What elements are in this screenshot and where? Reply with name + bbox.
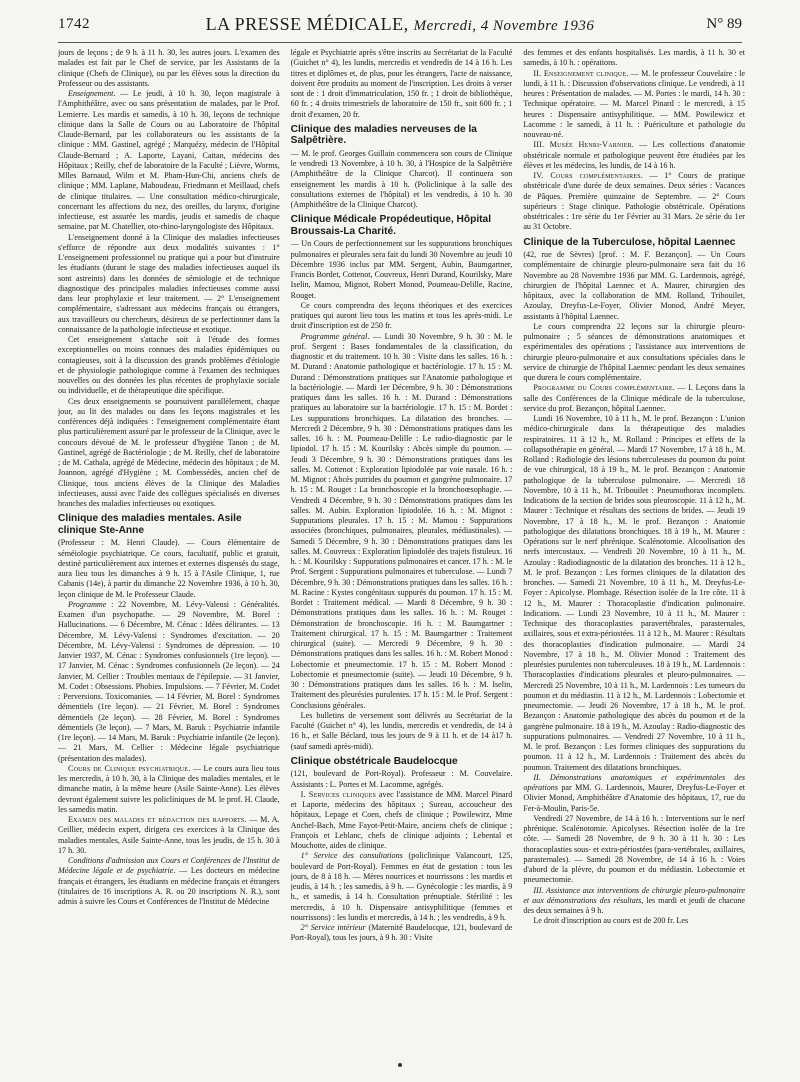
paragraph: des femmes et des enfants hospitalisés. Les mardis, à 11 h. 30 et samedis, à 10 h. : opérations.	[523, 48, 746, 68]
issue-date: Mercredi, 4 Novembre 1936	[413, 18, 595, 34]
paragraph-lead: Cours de Clinique psychiatrique	[68, 763, 189, 773]
paragraph-text: . — 1° Cours de pratique obstétricale d'une durée de deux semaines. Deux séries : Vacances de Pâques. Première quinzaine de Septembre. — 2° Cours supérieurs : Stage clinique. Pathologie obstétricale. Opérations obstétricales : 1re série du 1er Février au 31 Mars. 2e série du 1er au 31 Octobre.	[523, 171, 746, 232]
paragraph-lead: III. Assistance aux interventions de chirurgie pleuro-pulmonaire et aux démonstrations des résultats	[523, 885, 746, 905]
paragraph	[291, 923, 513, 944]
paragraph	[58, 764, 280, 815]
header-rule	[58, 42, 742, 43]
paragraph-text: . — Le cours aura lieu tous les mercredis, à 10 h. 30, à la Clinique des maladies mentales, et le dimanche matin, à la même heure (Asile Sainte-Anne). Les élèves devront également suivre les policliniques de M. le prof. H. Claude, les samedis matin.	[58, 763, 280, 814]
section-intro: (121, boulevard de Port-Royal). Professeur : M. Couvelaire. Assistants : L. Portes et M. Lacomme, agrégés.	[290, 769, 513, 789]
paragraph	[291, 851, 513, 923]
paragraph-lead: IV. Cours complémentaires	[533, 171, 641, 180]
paragraph-lead: Programme	[68, 599, 107, 609]
paragraph: Ces deux enseignements se poursuivent parallèlement, chaque jour, au lit des malades ou dans les leçons magistrales et les conférences déjà indiquées : l'enseignement complémentaire étant plus particulièrement assuré par le professeur de la Clinique, avec le concours dévoué de M. le professeur d'hygiène Tanon ; de M. Gastinel, agrégé de Bactériologie ; de M. Reilly, chef de laboratoire ; de M. Cathala, agrégé de Médecine, médecin des hôpitaux ; de M. Joannon, agrégé d'Hygiène ; M. Combessédès, ancien chef de Clinique, tous anciens élèves de la Clinique des Maladies infectieuses, aussi avec l'aide des collègues spécialisés en diverses branches des maladies infectieuses ou exotiques.	[58, 396, 280, 508]
paragraph-text: (policlinique Valancourt, 125, boulevard de Port-Royal). Femmes en état de gestation : tous les jours, de 8 à 18 h. — Mères nourrices et nourrissons : les mardis et jeudis, à 14 h. ; les samedis, à 9 h. — Gynécologie : les mardis, à 9 h., et samedis, à 14 h. Consultation prénuptiale. Stérilité : les mercredis, à 10 h. Dispensaire antisyphilitique (femmes et nourrissons) : les lundis et mercredis, à 14 h. ; les vendredis, à 9 h.	[290, 851, 513, 922]
section-heading: Clinique des maladies nerveuses de la Salpêtrière.	[290, 123, 477, 147]
paragraph-lead: Examen des malades et rédaction des rapports	[68, 815, 245, 824]
paragraph: légale et Psychiatrie après s'être inscrits au Secrétariat de la Faculté (Guichet n° 4), les lundis, mercredis et vendredis de 14 à 16 h. Les titres et diplômes et, de plus, pour les étrangers, l'acte de naissance, doivent être produits au moment de l'inscription. Les droits à verser sont de : 1 droit d'immatriculation, 150 fr. ; 1 droit de bibliothèque, 60 fr. ; 4 droits trimestriels de laboratoire de 150 fr., soit 600 fr. ; 1 droit d'examen, 20 fr.	[290, 48, 513, 119]
section-heading: Clinique des maladies mentales. Asile clinique Ste-Anne	[58, 513, 242, 536]
paragraph-text: avec l'assistance de MM. Marcel Pinard et Laporte, médecins des hôpitaux ; Sureau, accoucheur des hôpitaux, Lepage et Coen, chefs de clinique ; Powilewirz, Mme Anchel-Bach, Mme Fayot-Petit-Maire, anciens chefs de clinique ; François et Leblanc, chefs de clinique adjoints ; Lebental et Mouchotte, aides de clinique.	[290, 789, 513, 850]
section-heading: Clinique obstétricale Baudelocque	[290, 755, 458, 767]
journal-title	[58, 14, 742, 35]
paragraph-text: par MM. G. Lardennois, Maurer, Dreyfus-Le-Foyer et Olivier Monod, Amphithéâtre d'Anatomie des hôpitaux, 17, rue du Fer-à-Moulin, Paris-5e.	[523, 783, 746, 813]
paragraph-lead: 1° Service des consultations	[300, 851, 403, 861]
column-3	[523, 48, 745, 1058]
paragraph: Vendredi 27 Novembre, de 14 à 16 h. : Interventions sur le nerf phrénique. Scalénotomie. Apicolyses. Résection isolée de la 1re côte. — Samedi 28 Novembre, de 9 h. 30 à 11 h. 30 : Les thoracoplasties sous- et extra-périostées (para-vertébrales, axillaires, parasternales). — Samedi 28 Novembre, de 14 à 16 h. : Voies d'abord de la plèvre, du poumon et du médiastin. Lobectomie et pneumectomie.	[523, 813, 746, 885]
paragraph	[291, 332, 513, 711]
paragraph-text: . — M. le professeur Couvelaire : le lundi, à 11 h. : Discussion d'observations clinique. Le vendredi, à 11 heures : Présentation de malades. — M. Portes : le mardi, 14 h. 30 : Technique opératoire. — M. Marcel Pinard : le mercredi, à 15 heures : Dispensaire antisyphilitique. — MM. Powilewicz et Lacomme : le samedi, à 11 h. : Puériculture et pathologie du nouveau-né.	[523, 68, 746, 139]
paragraph	[58, 89, 280, 233]
section-intro: — Un Cours de perfectionnement sur les suppurations bronchiques pulmonaires et pleurales sera fait du lundi 30 Novembre au jeudi 10 Décembre 1936 inclus par MM. Sergent, Aubin, Baumgartner, Francis Bordet, Cottenot, Couvreux, Henri Durand, Kourilsky, Mare Iselin, Mamou, Mignot, Robert Monod, Poumeau-Delille, Racine, Rouget.	[290, 239, 513, 300]
paragraph: L'enseignement donné à la Clinique des maladies infectieuses s'efforce de répondre aux deux modalités suivantes : 1° L'enseignement professionnel ou pratique qui a pour but d'instruire les étudiants (durant le stage des maladies infectieuses auquel ils sont astreints) dans les données de sémiologie et de technique diagnostique des principales maladies infectieuses comme aussi dans leur prophylaxie et leur traitement. — 2° L'enseignement complémentaire, s'adressant aux médecins français ou étrangers, aux travailleurs ou chercheurs, désireux de se perfectionner dans la connaissance de la pathologie infectieuse et exotique.	[58, 232, 280, 334]
paragraph	[523, 886, 745, 917]
paragraph	[523, 140, 745, 171]
paragraph-text: . — M. A. Ceillier, médecin expert, dirigera ces exercices à la Clinique des maladies mentales, Asile Sainte-Anne, tous les jeudis, de 15 h. 30 à 17 h. 30.	[58, 815, 280, 855]
section-heading: Clinique de la Tuberculose, hôpital Laennec	[523, 236, 736, 248]
paragraph-text: . — Les docteurs en médecine français et étrangers, les étudiants en médecine français et étrangers (titulaires de 16 inscriptions A. R. ou 20 inscriptions N. R.), sont admis à suivre les Cours et Conférences de l'Institut de Médecine	[58, 866, 280, 906]
section-intro: (Professeur : M. Henri Claude). — Cours élémentaire de séméiologie psychiatrique. Ce cours, facultatif, public et gratuit, destiné particulièrement aux internes et externes dispensés du stage, aura lieu tous les dimanches à 9 h. 15 à l'Asile Clinique, 1, rue Cabanis (14e), à partir du dimanche 22 Novembre 1936, à 10 h. 30, leçon clinique de M. le Professeur Claude.	[58, 538, 280, 599]
paragraph-lead: Conditions d'admission aux Cours et Conférences de l'Institut de Médecine légale et de psychiatrie	[58, 856, 280, 876]
paragraph: jours de leçons ; de 9 h. à 11 h. 30, les autres jours. L'examen des malades est fait par le Chef de service, par les Assistants de la clinique (Chefs de Clinique), ou par les élèves sous la direction du Professeur ou des assistants.	[58, 48, 280, 88]
paragraph-lead: II. Démonstrations anatomiques et expérimentales des opérations	[523, 772, 746, 792]
journal-name: LA PRESSE MÉDICALE,	[205, 14, 409, 34]
paragraph: Le droit d'inscription au cours est de 200 fr. Les	[533, 916, 689, 926]
paragraph	[58, 815, 280, 856]
paragraph-text: . — Le jeudi, à 10 h. 30, leçon magistrale à l'Amphithéâtre, avec ou sans présentation de malades, par le Prof. Lemierre. Les mardis et samedis, à 10 h. 30, leçons de technique clinique dans la Salle de Cours ou au Laboratoire de l'hôpital Claude-Bernard, par les collaborateurs ou les assistants de la clinique : MM. Gastinel, agrégé ; Marquézy, médecin de l'Hôpital Claude-Bernard ; A. Laporte, Layani, Cattan, médecins des Hôpitaux ; Reilly, chef de laboratoire de la Faculté ; Lièvre, Worms, Mlles Barnaud, Wilm et M. Pham-Hun-Chi, anciens chefs de clinique ; MM. Laplane, Mahoudeau, Friedmann et Meillaud, chefs de clinique titulaires. — Une consultation médico-chirurgicale, concernant les affections du nez, des oreilles, du larynx, d'origine infectieuse, est assurée les mardis, jeudis et samedis de chaque semaine, par M. Chatellier, oto-rhino-laryngologiste des Hôpitaux.	[58, 89, 280, 232]
paragraph: Cet enseignement s'attache soit à l'étude des formes exceptionnelles ou moins connues des maladies épidémiques ou contagieuses, soit à la discussion des grands problèmes d'étiologie et de physiologie pathologique comme à l'examen des techniques nouvelles ou des données les plus récentes de prophylaxie sociale ou individuelle, et de thérapeutique dite spécifique.	[58, 335, 280, 396]
paragraph	[523, 69, 745, 141]
page-number: 1742	[58, 16, 90, 32]
paragraph-lead: 2° Service intérieur	[300, 923, 366, 932]
paragraph-text: . — Lundi 30 Novembre, 9 h. 30 : M. le prof. Sergent : Bases fondamentales de la classification, du diagnostic et du traitement. 10 h. 30 : Visite dans les salles. 16 h. : M. Durand : Anatomie pathologique et bactériologie. 17 h. 15 : M. Durand : Démonstrations pratiques sur l'Anatomie pathologique et la bactériologie. — Mardi 1er Décembre, 9 h. 30 : Démonstrations pratiques dans les salles. 16 h. : M. Durand : Démonstrations pratiques au laboratoire sur la bactériologie. 17 h. 15 : M. Bordet : Les suppurations bronchiques. La dilatation des bronches. — Mercredi 2 Décembre, 9 h. 30 : Démonstrations pratiques dans les salles. 16 h. : M. Poumeau-Delille : Le radio-diagnostic par le lipiodol. 17 h. 15 : M. Kourilsky : Abcès simple du poumon. — Jeudi 3 Décembre, 9 h. 30 : Démonstrations pratiques dans les salles. M. Cottenot : Exploration lipiodolée par voie nasale. 16 h. : M. Mignot : Abcès putrides du poumon et gangrène pulmonaire. 17 h. 15 : M. Rouget : La bronchoscopie et la bronchoœsophagie. — Vendredi 4 Décembre, 9 h. 30 : Démonstrations pratiques dans les salles. M. Aubin. Exploration lipiodolée. 16 h. : M. Mignot : Suppurations pleurales. 17 h. 15 : M. Mamou : Suppurations associées (bronchiques, pulmonaires, pleurales, médiastinales). — Samedi 5 Décembre, 9 h. 30 : Démonstrations pratiques dans les salles. M. Couvreux : Exploration lipiodolée des trajets fistuleux. 16 h. : M. Kourilsky : Suppurations pulmonaires et cancer. 17 h. : M. le Prof. Sergent : Suppurations pulmonaires et tuberculose. — Lundi 7 Décembre, 9 h. 30 : Démonstrations pratiques dans les salles. 16 h. : M. Racine : Kystes congénitaux suppurés du poumon. 17 h. 15 : M. Bordet : Traitement médical. — Mardi 8 Décembre, 9 h. 30 : Démonstrations pratiques dans les salles. 16 h. : M. Rouget : Démonstration de bronchoscopie. 16 h. : M. Baumgartner : Traitement chirurgical. 17 h. 15 : M. Baumgartner : Traitement chirurgical (suite). — Mercredi 9 Décembre, 9 h. 30 : Démonstrations pratiques dans les salles. 16 h. : M. Robert Monod : Lobectomie et pneumectomie. 17 h. 15 : M. Robert Monod : Lobectomie et pneumectomie (suite). — Jeudi 10 Décembre, 9 h. 30 : Démonstrations pratiques dans les salles. 16 h. : M. Iselin, Traitement des pleurésies purulentes. 17 h. 15 : M. le Prof. Sergent : Conclusions générales.	[290, 331, 513, 710]
bottom-dot-mark	[398, 1063, 402, 1067]
column-2	[291, 48, 513, 1058]
section-intro: — M. le prof. Georges Guillain commencera son cours de Clinique le vendredi 13 Novembre, à 10 h. 30, à l'Hospice de la Salpêtrière (Amphithéâtre de la Clinique Charcot). Il continuera son enseignement les mardis à 10 h. (Policlinique à la salle des consultations externes de l'hôpital) et les vendredis, à 10 h. 30 (Amphithéâtre de la Clinique Charcot).	[290, 148, 513, 209]
issue-number: N° 89	[706, 16, 742, 32]
paragraph	[291, 790, 513, 852]
paragraph-lead: Programme général	[300, 331, 368, 341]
paragraph	[523, 773, 745, 814]
paragraph-text: . — Les collections d'anatomie obstétricale normale et pathologique peuvent être étudiées par les élèves et les médecins, les lundis, de 14 à 16 h.	[523, 140, 746, 170]
paragraph: Le cours comprendra 22 leçons sur la chirurgie pleuro-pulmonaire ; 5 séances de démonstrations anatomiques et expérimentales des opérations ; l'assistance aux interventions de chirurgie pleuro-pulmonaire et aux consultations spéciales dans le service de chirurgie de l'hôpital Laennec pendant les deux semaines que durera le cours complémentaire.	[523, 321, 746, 382]
paragraph-text: , les mardi et jeudi de chacune des deux semaines à 9 h.	[523, 895, 745, 915]
paragraph: Ce cours comprendra des leçons théoriques et des exercices pratiques qui auront lieu tous les matins et tous les après-midi. Le droit d'inscription est de 250 fr.	[290, 300, 513, 331]
paragraph-lead: II. Enseignement clinique	[533, 68, 627, 78]
paragraph-text: : 22 Novembre, M. Lévy-Valensi : Généralités. Examen d'un psychopathe. — 29 Novembre, M. Borel : Hallucinations. — 6 Décembre, M. Cénac : Idées délirantes. — 13 Décembre, M. Lévy-Valensi : Syndromes d'excitation. — 20 Décembre, M. Lévy-Valensi : Syndromes de dépression. — 10 Janvier 1937, M. Cénac : Syndromes confusionnels (1re leçon). — 17 Janvier, M. Cénac : Syndromes confusionnels (2e leçon). — 24 Janvier, M. Cellier : Troubles mentaux de l'épilepsie. — 31 Janvier, M. Codet : Obsessions. Phobies. Impulsions. — 7 Février, M. Codet : Perversions. Toxicomanies. — 14 Février, M. Borel : Syndromes démentiels (1re leçon). — 21 Février, M. Borel : Syndromes démentiels (2e leçon). — 28 Février, M. Borel : Syndromes démentiels (3e leçon). — 7 Mars, M. Baruk : Psychiatrie infantile (1re leçon). — 14 Mars, M. Baruk : Psychiatrie infantile (2e leçon). — 21 Mars, M. Cellier : Médecine légale psychiatrique (présentation des malades).	[58, 599, 280, 763]
page-header	[58, 14, 742, 40]
section-intro: (42, rue de Sèvres) [prof. : M. F. Bezançon]. — Un Cours complémentaire de chirurgie pleuro-pulmonaire sera fait du 16 Novembre au 28 Novembre 1936 par MM. G. Lardennois, agrégé, chirurgien de l'hôpital Laennec et A. Maurer, chirurgien des hôpitaux, avec la collaboration de MM. Rolland, Tribouilet, Azoulay, Dreyfus-Le-Foyer, Olivier Monod, André Meyer, assistants à l'hôpital Laennec.	[523, 250, 746, 321]
paragraph-lead: III. Musée Henri-Varnier	[533, 140, 632, 150]
paragraph	[523, 383, 745, 414]
section-heading: Clinique Médicale Propédeutique, Hôpital Broussais-La Charité.	[290, 214, 492, 237]
paragraph-lead: I. Services cliniques	[300, 789, 377, 799]
paragraph	[58, 600, 280, 764]
paragraph: Lundi 16 Novembre, 10 à 11 h., M. le prof. Bezançon : L'union médico-chirurgicale dans la thérapeutique des maladies respiratoires. 11 à 12 h., M. Rolland : Principes et effets de la collapsothérapie en général. — Mardi 17 Novembre, 17 à 18 h., M. Rolland : Radiologie des lésions tuberculeuses du poumon du point de vue chirurgical, 18 à 19 h., M. le prof. Bezançon : Anatomie pathologique de la tuberculose pulmonaire. — Mercredi 18 Novembre, 10 à 11 h., M. Tribouilet : Pneumothorax incomplets. Indications de la section de brides sous pleuroscopie. 11 à 12 h., M. Maurer : Technique et résultats des sections de brides. — Jeudi 19 Novembre, 17 à 18 h., M. le prof. Bezançon : Anatomie pathologique des dilatations bronchiques. 18 à 19 h., M. Maurer : Opérations sur le nerf phrénique. Scalénotomie. Alcoolisation des nerfs intercostaux. — Vendredi 20 Novembre, 10 à 11 h., M. Azoulay : Radiodiagnostic de la dilatation des bronches. 11 à 12 h., M. le prof. Bezançon : Les formes cliniques de la dilatation des bronches. — Samedi 21 Novembre, 10 à 11 h., M. Dreyfus-Le-Foyer : Apicolyse. Plombage. Résection isolée de la 1re côte. 11 à 12 h., M. Maurer : Thoracoplastie d'indication pulmonaire. Indications. — Lundi 23 Novembre, 10 à 11 h., M. Maurer : Technique des thoracoplasties paravertébrales, parasternales, axillaires, sous et extra-périostées. 11 à 12 h., M. Maurer : Résultats des thoracoplasties d'indication pulmonaire. — Mardi 24 Novembre, 17 à 18 h., M. Olivier Monod : Traitement des pleurésies purulentes non tuberculeuses. 18 à 19 h., M. Lardennois : Thoracoplasties d'indications pleurales et pleuro-pulmonaires. — Mercredi 25 Novembre, 10 à 11 h., M. Lardennois : Les tumeurs du poumon et du médiastin. 11 à 12 h., M. Lardennois : Lobectomie et pneumectomie. — Jeudi 26 Novembre, 17 à 18 h., M. le prof. Bezançon : Anatomie pathologique des abcès du poumon et de la gangrène pulmonaire. 18 à 19 h., M. Azoulay : Radio-diagnostic des suppurations pulmonaires. — Vendredi 27 Novembre, 10 à 11 h., M. le prof. Bezançon : Les formes cliniques des suppurations du poumon. 11 à 12 h., M. Lardennois : Traitement des abcès du poumon. Traitement des dilatations bronchiques.	[523, 414, 746, 772]
paragraph-text: . — I. Leçons dans la salle des Conférences de la Clinique médicale de la tuberculose, service du prof. Bezançon, hôpital Laennec.	[523, 383, 746, 413]
paragraph	[523, 171, 745, 233]
column-1	[58, 48, 280, 1058]
article-columns	[58, 48, 745, 1058]
paragraph-lead: Programme du Cours complémentaire	[533, 383, 673, 393]
paragraph	[58, 856, 280, 907]
paragraph-lead: Enseignement	[68, 89, 114, 98]
paragraph: Les bulletins de versement sont délivrés au Secrétariat de la Faculté (Guichet n° 4), les lundis, mercredis et vendredis, de 14 à 16 h., et Salle Béclard, tous les jours de 9 à 11 h. et de 14 à17 h. (sauf samedi après-midi).	[290, 710, 513, 751]
paragraph-text: (Maternité Baudelocque, 121, boulevard de Port-Royal), tous les jours, à 9 h. 30 : Visite	[290, 923, 513, 943]
